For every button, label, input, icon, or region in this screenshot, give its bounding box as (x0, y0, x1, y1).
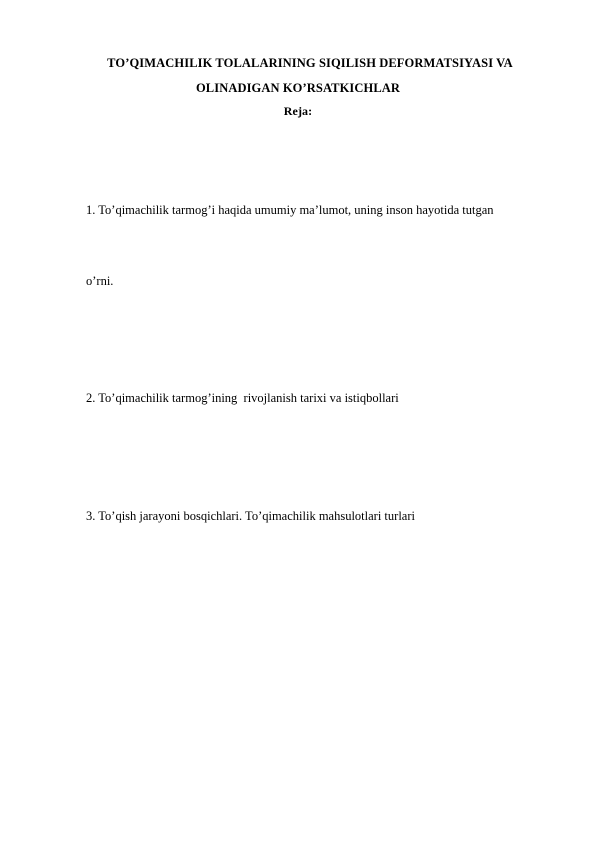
plan-item-3-line-1: 3. To’qish jarayoni bosqichlari. To’qimachilik mahsulotlari turlari (86, 508, 415, 523)
plan-item-2 (86, 340, 556, 458)
plan-list (86, 152, 556, 575)
title-line-1: TO’QIMACHILIK TOLALARINING SIQILISH DEFORMATSIYASI VA (107, 56, 513, 70)
plan-item-1 (86, 152, 556, 340)
plan-item-2-line-1: 2. To’qimachilik tarmog’ining rivojlanish tarixi va istiqbollari (86, 391, 399, 405)
plan-item-1-line-1: 1. To’qimachilik tarmog’i haqida umumiy ma’lumot, uning inson hayotida tutgan (86, 203, 494, 217)
title-line-2: OLINADIGAN KO’RSATKICHLAR (195, 81, 401, 95)
plan-item-3 (86, 458, 556, 576)
plan-heading: Reja: (283, 104, 313, 118)
plan-item-1-line-2: o’rni. (86, 273, 114, 288)
